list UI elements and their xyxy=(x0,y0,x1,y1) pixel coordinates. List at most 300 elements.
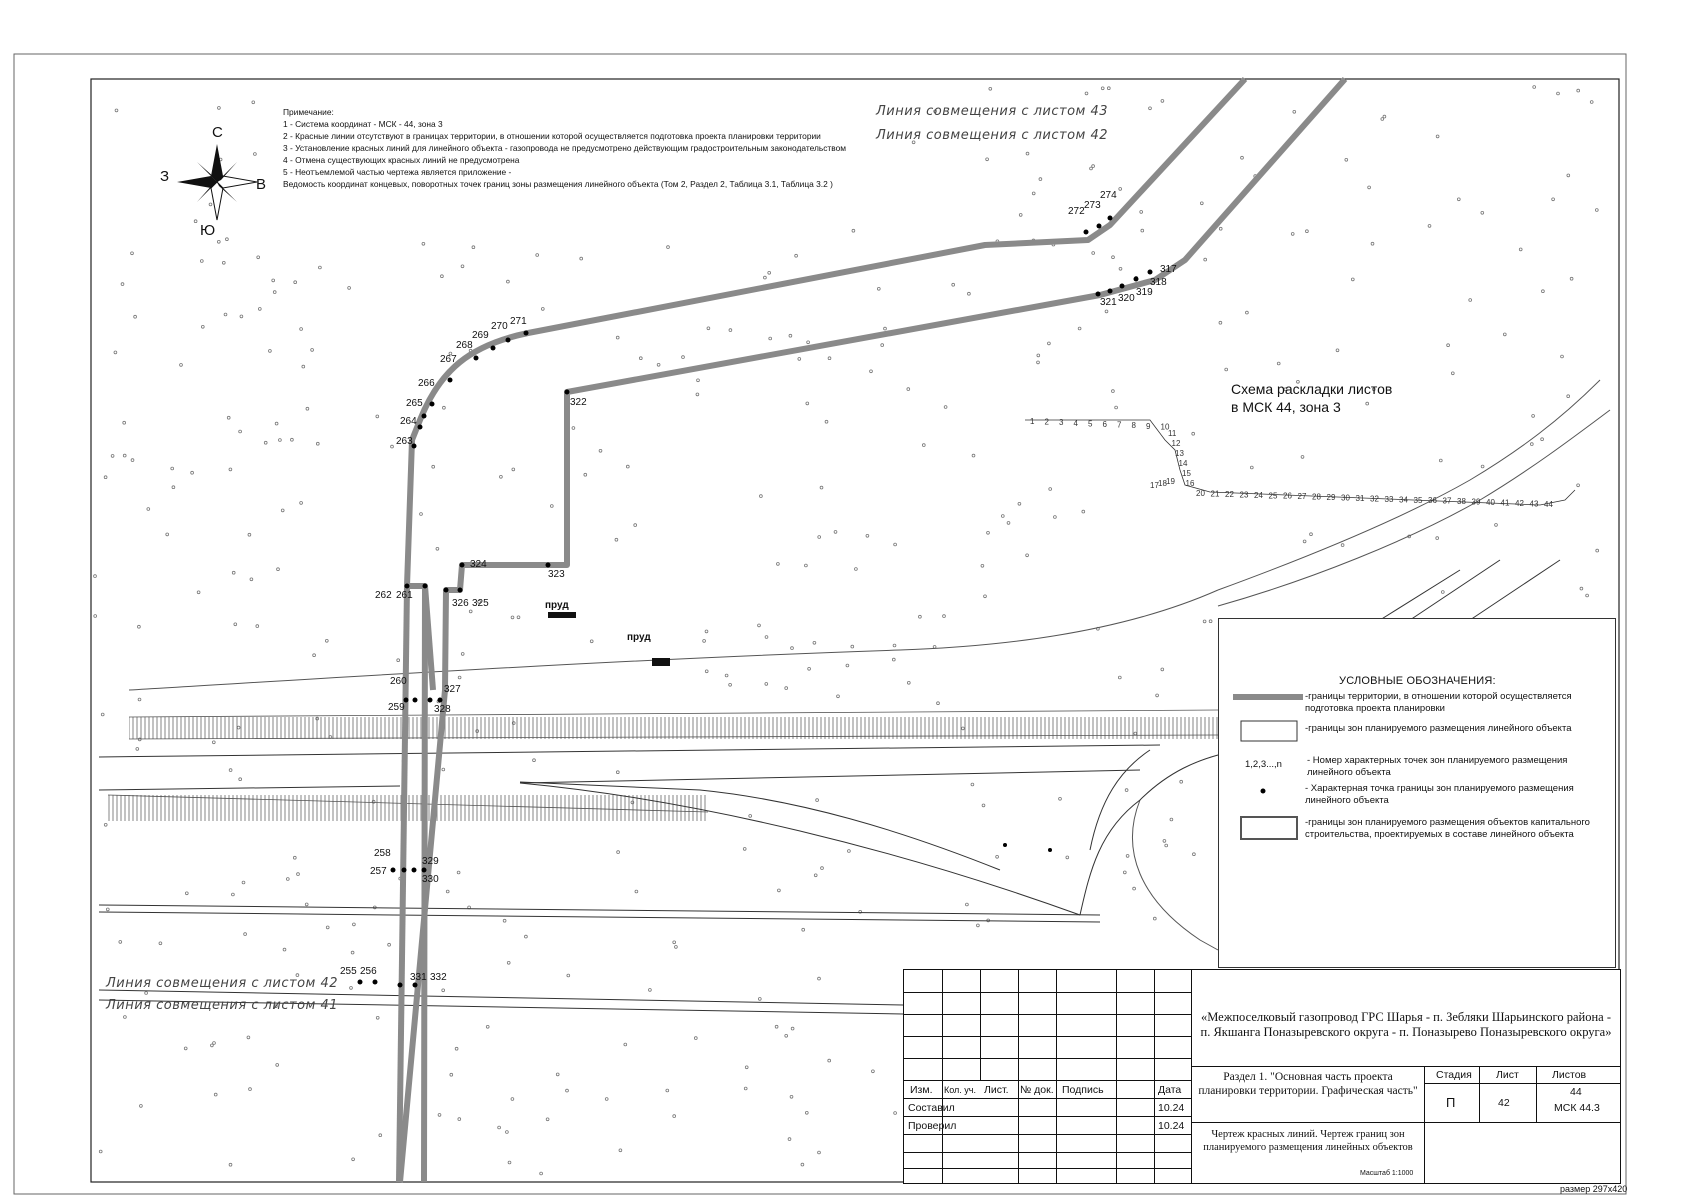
scheme-sheet-number: 8 xyxy=(1131,421,1136,431)
vegetation-dot xyxy=(675,946,678,949)
scheme-sheet-number: 44 xyxy=(1544,499,1553,509)
scheme-sheet-number: 18 xyxy=(1158,479,1167,488)
point-label: 323 xyxy=(548,569,565,580)
vegetation-dot xyxy=(1219,321,1222,324)
header-doc: № док. xyxy=(1020,1084,1054,1096)
vegetation-dot xyxy=(420,513,423,516)
vegetation-dot xyxy=(1048,342,1051,345)
vegetation-dot xyxy=(300,328,303,331)
point-label: 264 xyxy=(400,416,417,427)
vegetation-dot xyxy=(785,687,788,690)
scheme-sheet-number: 34 xyxy=(1399,495,1408,505)
point-label: 274 xyxy=(1100,190,1117,201)
vegetation-dot xyxy=(977,924,980,927)
vegetation-dot xyxy=(1026,152,1029,155)
vegetation-dot xyxy=(1165,844,1168,847)
vegetation-dot xyxy=(222,261,225,264)
vegetation-dot xyxy=(1001,515,1004,518)
scheme-sheet-number: 32 xyxy=(1370,494,1379,504)
vegetation-dot xyxy=(525,935,528,938)
vegetation-dot xyxy=(894,543,897,546)
vegetation-dot xyxy=(821,867,824,870)
vegetation-dot xyxy=(458,1118,461,1121)
stage-value: П xyxy=(1446,1095,1456,1110)
vegetation-dot xyxy=(989,87,992,90)
vegetation-dot xyxy=(140,1105,143,1108)
sheet-layout-labels xyxy=(1030,417,1553,509)
vegetation-dot xyxy=(511,1098,514,1101)
vegetation-dot xyxy=(791,647,794,650)
vegetation-dot xyxy=(297,873,300,876)
vegetation-dot xyxy=(166,533,169,536)
vegetation-dot xyxy=(213,1042,216,1045)
vegetation-dot xyxy=(682,356,685,359)
vegetation-dot xyxy=(933,646,936,649)
vegetation-dot xyxy=(791,1027,794,1030)
vegetation-dot xyxy=(123,454,126,457)
scheme-sheet-number: 10 xyxy=(1160,422,1170,432)
vegetation-dot xyxy=(217,240,220,243)
vegetation-dot xyxy=(1590,101,1593,104)
point-label: 330 xyxy=(422,874,439,885)
vegetation-dot xyxy=(635,890,638,893)
vegetation-dot xyxy=(1209,620,1212,623)
vegetation-dot xyxy=(353,923,356,926)
vegetation-dot xyxy=(212,741,215,744)
vegetation-dot xyxy=(1291,233,1294,236)
vegetation-dot xyxy=(180,364,183,367)
vegetation-dot xyxy=(498,1126,501,1129)
scheme-sheet-number: 21 xyxy=(1210,489,1220,499)
vegetation-dot xyxy=(254,153,257,156)
vegetation-dot xyxy=(1541,438,1544,441)
vegetation-dot xyxy=(1133,887,1136,890)
vegetation-dot xyxy=(1126,855,1129,858)
vegetation-dot xyxy=(758,998,761,1001)
vegetation-dot xyxy=(1078,327,1081,330)
vegetation-dot xyxy=(1101,87,1104,90)
vegetation-dot xyxy=(244,933,247,936)
vegetation-dot xyxy=(1085,92,1088,95)
vegetation-dot xyxy=(919,615,922,618)
vegetation-dot xyxy=(1530,443,1533,446)
vegetation-dot xyxy=(536,254,539,257)
scheme-sheet-number: 35 xyxy=(1413,495,1423,505)
vegetation-dot xyxy=(894,1112,897,1115)
point-label: 321 xyxy=(1100,297,1117,308)
vegetation-dot xyxy=(1200,202,1203,205)
sheet-label: Лист xyxy=(1496,1069,1519,1081)
point-label: 322 xyxy=(570,397,587,408)
vegetation-dot xyxy=(283,948,286,951)
vegetation-dot xyxy=(765,636,768,639)
vegetation-dot xyxy=(1451,372,1454,375)
vegetation-dot xyxy=(968,292,971,295)
legend-symbols xyxy=(1233,691,1313,861)
vegetation-dot xyxy=(1481,211,1484,214)
vegetation-dot xyxy=(272,279,275,282)
vegetation-dot xyxy=(124,1016,127,1019)
vegetation-dot xyxy=(138,698,141,701)
vegetation-dot xyxy=(1345,158,1348,161)
legend-item-capital-objects: -границы зон планируемого размещения объектов капитального строительства, проектируемых в составе линейного объекта xyxy=(1305,817,1590,840)
vegetation-dot xyxy=(300,502,303,505)
vegetation-dot xyxy=(634,524,637,527)
vegetation-dot xyxy=(1170,818,1173,821)
vegetation-dot xyxy=(136,748,139,751)
pond-label: пруд xyxy=(545,600,569,611)
vegetation-dot xyxy=(201,325,204,328)
vegetation-dot xyxy=(511,616,514,619)
vegetation-dot xyxy=(1241,156,1244,159)
vegetation-dot xyxy=(1163,840,1166,843)
vegetation-dot xyxy=(814,874,817,877)
vegetation-dot xyxy=(1019,214,1022,217)
vegetation-dot xyxy=(104,823,107,826)
vegetation-dot xyxy=(1303,540,1306,543)
vegetation-dot xyxy=(818,1151,821,1154)
vegetation-dot xyxy=(1156,694,1159,697)
vegetation-dot xyxy=(626,465,629,468)
vegetation-dot xyxy=(376,1016,379,1019)
vegetation-dot xyxy=(486,1025,489,1028)
vegetation-dot xyxy=(242,881,245,884)
note-4: 4 - Отмена существующих красных линий не предусмотрена xyxy=(283,155,520,165)
vegetation-dot xyxy=(673,941,676,944)
vegetation-dot xyxy=(922,444,925,447)
vegetation-dot xyxy=(240,315,243,318)
vegetation-dot xyxy=(458,676,461,679)
vegetation-dot xyxy=(313,654,316,657)
point-label: 265 xyxy=(406,398,423,409)
vegetation-dot xyxy=(229,769,232,772)
vegetation-dot xyxy=(442,768,445,771)
vegetation-dot xyxy=(311,349,314,352)
scheme-sheet-number: 3 xyxy=(1059,418,1064,428)
vegetation-dot xyxy=(276,1064,279,1067)
vegetation-dot xyxy=(971,783,974,786)
point-label: 331 xyxy=(410,972,427,983)
note-5: 5 - Неотъемлемой частью чертежа является приложение - xyxy=(283,167,512,177)
vegetation-dot xyxy=(436,547,439,550)
vegetation-dot xyxy=(807,341,810,344)
vegetation-dot xyxy=(764,276,767,279)
vegetation-dot xyxy=(729,329,732,332)
vegetation-dot xyxy=(851,645,854,648)
point-label: 273 xyxy=(1084,200,1101,211)
vegetation-dot xyxy=(422,242,425,245)
scheme-sheet-number: 27 xyxy=(1297,492,1307,502)
vegetation-dot xyxy=(1161,100,1164,103)
vegetation-dot xyxy=(1447,344,1450,347)
point-label: 327 xyxy=(444,684,461,695)
vegetation-dot xyxy=(1161,668,1164,671)
vegetation-dot xyxy=(397,659,400,662)
vegetation-dot xyxy=(218,107,221,110)
vegetation-dot xyxy=(1567,174,1570,177)
vegetation-dot xyxy=(184,1047,187,1050)
sheet-value: 42 xyxy=(1498,1097,1510,1109)
vegetation-dot xyxy=(326,926,329,929)
vegetation-dot xyxy=(104,476,107,479)
scheme-sheet-number: 12 xyxy=(1171,439,1181,448)
scheme-sheet-number: 14 xyxy=(1178,459,1188,468)
vegetation-dot xyxy=(500,475,503,478)
vegetation-dot xyxy=(981,564,984,567)
vegetation-dot xyxy=(1533,86,1536,89)
vegetation-dot xyxy=(546,1118,549,1121)
vegetation-dot xyxy=(1112,390,1115,393)
map-code: МСК 44.3 xyxy=(1554,1102,1600,1114)
vegetation-dot xyxy=(507,280,510,283)
compass-rose-icon xyxy=(177,144,257,220)
point-label: 324 xyxy=(470,559,487,570)
vegetation-dot xyxy=(171,467,174,470)
vegetation-dot xyxy=(834,531,837,534)
vegetation-dot xyxy=(507,961,510,964)
vegetation-dot xyxy=(1381,118,1384,121)
vegetation-dot xyxy=(512,468,515,471)
vegetation-dot xyxy=(541,308,544,311)
vegetation-dot xyxy=(788,1138,791,1141)
vegetation-dot xyxy=(1383,115,1386,118)
scheme-title-line1: Схема раскладки листов xyxy=(1231,381,1393,397)
vegetation-dot xyxy=(572,427,575,430)
vegetation-dot xyxy=(725,674,728,677)
scheme-sheet-number: 5 xyxy=(1088,419,1093,429)
vegetation-dot xyxy=(1225,368,1228,371)
point-label: 318 xyxy=(1150,277,1167,288)
vegetation-dot xyxy=(1310,533,1313,536)
vegetation-dot xyxy=(99,1150,102,1153)
vegetation-dot xyxy=(1115,406,1118,409)
vegetation-dot xyxy=(828,357,831,360)
vegetation-dot xyxy=(239,430,242,433)
point-label: 328 xyxy=(434,704,451,715)
scheme-sheet-number: 26 xyxy=(1283,491,1292,501)
joint-line-top-42: Линия совмещения с листом 42 xyxy=(876,128,1109,143)
scheme-sheet-number: 40 xyxy=(1486,498,1495,507)
scale-label: Масштаб 1:1000 xyxy=(1360,1170,1414,1177)
sheets-value: 44 xyxy=(1570,1086,1582,1098)
scheme-sheet-number: 30 xyxy=(1341,493,1350,503)
vegetation-dot xyxy=(1519,248,1522,251)
vegetation-dot xyxy=(848,850,851,853)
point-label: 255 xyxy=(340,966,357,977)
vegetation-dot xyxy=(615,538,618,541)
vegetation-dot xyxy=(1561,355,1564,358)
vegetation-dot xyxy=(649,989,652,992)
vegetation-dot xyxy=(907,681,910,684)
vegetation-dot xyxy=(1457,198,1460,201)
vegetation-dot xyxy=(147,508,150,511)
vegetation-dot xyxy=(556,1073,559,1076)
scheme-sheet-number: 31 xyxy=(1355,493,1365,503)
vegetation-dot xyxy=(441,275,444,278)
note-6: Ведомость координат концевых, поворотных точек границ зоны размещения линейного объекта (Том 2, Раздел 2, Таблица 3.1, Таблица 3.2 ) xyxy=(283,179,833,189)
vegetation-dot xyxy=(1140,211,1143,214)
vegetation-dot xyxy=(805,1111,808,1114)
vegetation-dot xyxy=(106,908,109,911)
vegetation-dot xyxy=(131,252,134,255)
vegetation-dot xyxy=(966,903,969,906)
vegetation-dot xyxy=(1193,853,1196,856)
vegetation-dot xyxy=(517,616,520,619)
vegetation-dot xyxy=(211,1044,214,1047)
vegetation-dot xyxy=(1293,110,1296,113)
header-kol-uch: Кол. уч. xyxy=(944,1085,976,1095)
vegetation-dot xyxy=(185,892,188,895)
vegetation-dot xyxy=(273,291,276,294)
vegetation-dot xyxy=(1204,258,1207,261)
vegetation-dot xyxy=(1149,107,1152,110)
vegetation-dot xyxy=(446,890,449,893)
vegetation-dot xyxy=(461,653,464,656)
vegetation-dot xyxy=(703,640,706,643)
vegetation-dot xyxy=(350,987,353,990)
vegetation-dot xyxy=(1090,167,1093,170)
vegetation-dot xyxy=(1577,484,1580,487)
vegetation-dot xyxy=(540,1172,543,1175)
vegetation-dot xyxy=(277,568,280,571)
scheme-sheet-number: 36 xyxy=(1428,496,1437,506)
vegetation-dot xyxy=(1082,510,1085,513)
vegetation-dot xyxy=(884,327,887,330)
vegetation-dot xyxy=(749,815,752,818)
scheme-sheet-number: 11 xyxy=(1168,429,1177,438)
vegetation-dot xyxy=(191,471,194,474)
vegetation-dot xyxy=(457,871,460,874)
scheme-sheet-number: 39 xyxy=(1471,497,1481,507)
vegetation-dot xyxy=(252,101,255,104)
vegetation-dot xyxy=(705,630,708,633)
vegetation-dot xyxy=(790,1095,793,1098)
notes-heading: Примечание: xyxy=(283,107,334,117)
compass-west-label: З xyxy=(160,168,170,185)
vegetation-dot xyxy=(1341,544,1344,547)
vegetation-dot xyxy=(657,363,660,366)
scheme-sheet-number: 15 xyxy=(1182,469,1191,478)
vegetation-dot xyxy=(1495,524,1498,527)
vegetation-dot xyxy=(134,315,137,318)
vegetation-dot xyxy=(533,759,536,762)
vegetation-dot xyxy=(870,370,873,373)
vegetation-dot xyxy=(194,220,197,223)
point-label: 272 xyxy=(1068,206,1085,217)
vegetation-dot xyxy=(567,974,570,977)
vegetation-dot xyxy=(1428,225,1431,228)
scheme-sheet-number: 33 xyxy=(1384,494,1394,504)
scheme-sheet-number: 43 xyxy=(1529,499,1539,509)
stage-label: Стадия xyxy=(1436,1069,1472,1081)
vegetation-dot xyxy=(286,878,289,881)
row-composed-date: 10.24 xyxy=(1158,1102,1185,1114)
vegetation-dot xyxy=(172,486,175,489)
vegetation-dot xyxy=(987,531,990,534)
vegetation-dot xyxy=(707,327,710,330)
legend-box xyxy=(1218,618,1616,968)
vegetation-dot xyxy=(624,1043,627,1046)
vegetation-dot xyxy=(1219,227,1222,230)
joint-line-top-43: Линия совмещения с листом 43 xyxy=(876,104,1109,119)
vegetation-dot xyxy=(214,1093,217,1096)
legend-item-point: - Характерная точка границы зон планируемого размещения линейного объекта xyxy=(1305,783,1574,806)
vegetation-dot xyxy=(247,1036,250,1039)
legend-item-territory: -границы территории, в отношении которой осуществляется подготовка проекта планировки xyxy=(1305,691,1572,714)
vegetation-dot xyxy=(1141,229,1144,232)
vegetation-dot xyxy=(616,336,619,339)
vegetation-dot xyxy=(1246,311,1249,314)
vegetation-dot xyxy=(472,246,475,249)
vegetation-dot xyxy=(1192,432,1195,435)
point-label: 259 xyxy=(388,702,405,713)
vegetation-dot xyxy=(1439,459,1442,462)
point-label: 261 xyxy=(396,590,413,601)
vegetation-dot xyxy=(806,402,809,405)
vegetation-dot xyxy=(1557,92,1560,95)
vegetation-dot xyxy=(239,778,242,781)
vegetation-dot xyxy=(1032,192,1035,195)
vegetation-dot xyxy=(846,664,849,667)
vegetation-dot xyxy=(907,388,910,391)
vegetation-dot xyxy=(1066,856,1069,859)
vegetation-dot xyxy=(765,683,768,686)
vegetation-dot xyxy=(816,799,819,802)
vegetation-dot xyxy=(1371,242,1374,245)
vegetation-dot xyxy=(325,639,328,642)
vegetation-dot xyxy=(673,1115,676,1118)
vegetation-dot xyxy=(943,615,946,618)
vegetation-dot xyxy=(802,928,805,931)
vegetation-dot xyxy=(1007,522,1010,525)
vegetation-dot xyxy=(1119,267,1122,270)
vegetation-dot xyxy=(775,1025,778,1028)
vegetation-dot xyxy=(580,257,583,260)
vegetation-dot xyxy=(855,568,858,571)
scheme-sheet-number: 16 xyxy=(1185,479,1195,488)
point-label: 329 xyxy=(422,856,439,867)
vegetation-dot xyxy=(249,1088,252,1091)
vegetation-dot xyxy=(785,1034,788,1037)
vegetation-dot xyxy=(455,1047,458,1050)
vegetation-dot xyxy=(729,683,732,686)
vegetation-dot xyxy=(944,406,947,409)
note-1: 1 - Система координат - МСК - 44, зона 3 xyxy=(283,119,443,129)
vegetation-dot xyxy=(599,449,602,452)
vegetation-dot xyxy=(667,246,670,249)
vegetation-dot xyxy=(1118,676,1121,679)
vegetation-dot xyxy=(769,337,772,340)
vegetation-dot xyxy=(438,1114,441,1117)
point-label: 326 xyxy=(452,598,469,609)
vegetation-dot xyxy=(1054,516,1057,519)
point-label: 257 xyxy=(370,866,387,877)
vegetation-dot xyxy=(348,287,351,290)
scheme-sheet-number: 6 xyxy=(1102,420,1107,429)
vegetation-dot xyxy=(760,495,763,498)
vegetation-dot xyxy=(666,1089,669,1092)
vegetation-dot xyxy=(1586,594,1589,597)
header-date: Дата xyxy=(1158,1084,1182,1096)
scheme-sheet-number: 28 xyxy=(1312,492,1321,502)
vegetation-dot xyxy=(984,595,987,598)
vegetation-dot xyxy=(1301,456,1304,459)
paper-size-label: размер 297х420 xyxy=(1560,1184,1628,1194)
vegetation-dot xyxy=(1203,620,1206,623)
vegetation-dot xyxy=(224,313,227,316)
notes-block xyxy=(283,106,863,190)
vegetation-dot xyxy=(269,350,272,353)
